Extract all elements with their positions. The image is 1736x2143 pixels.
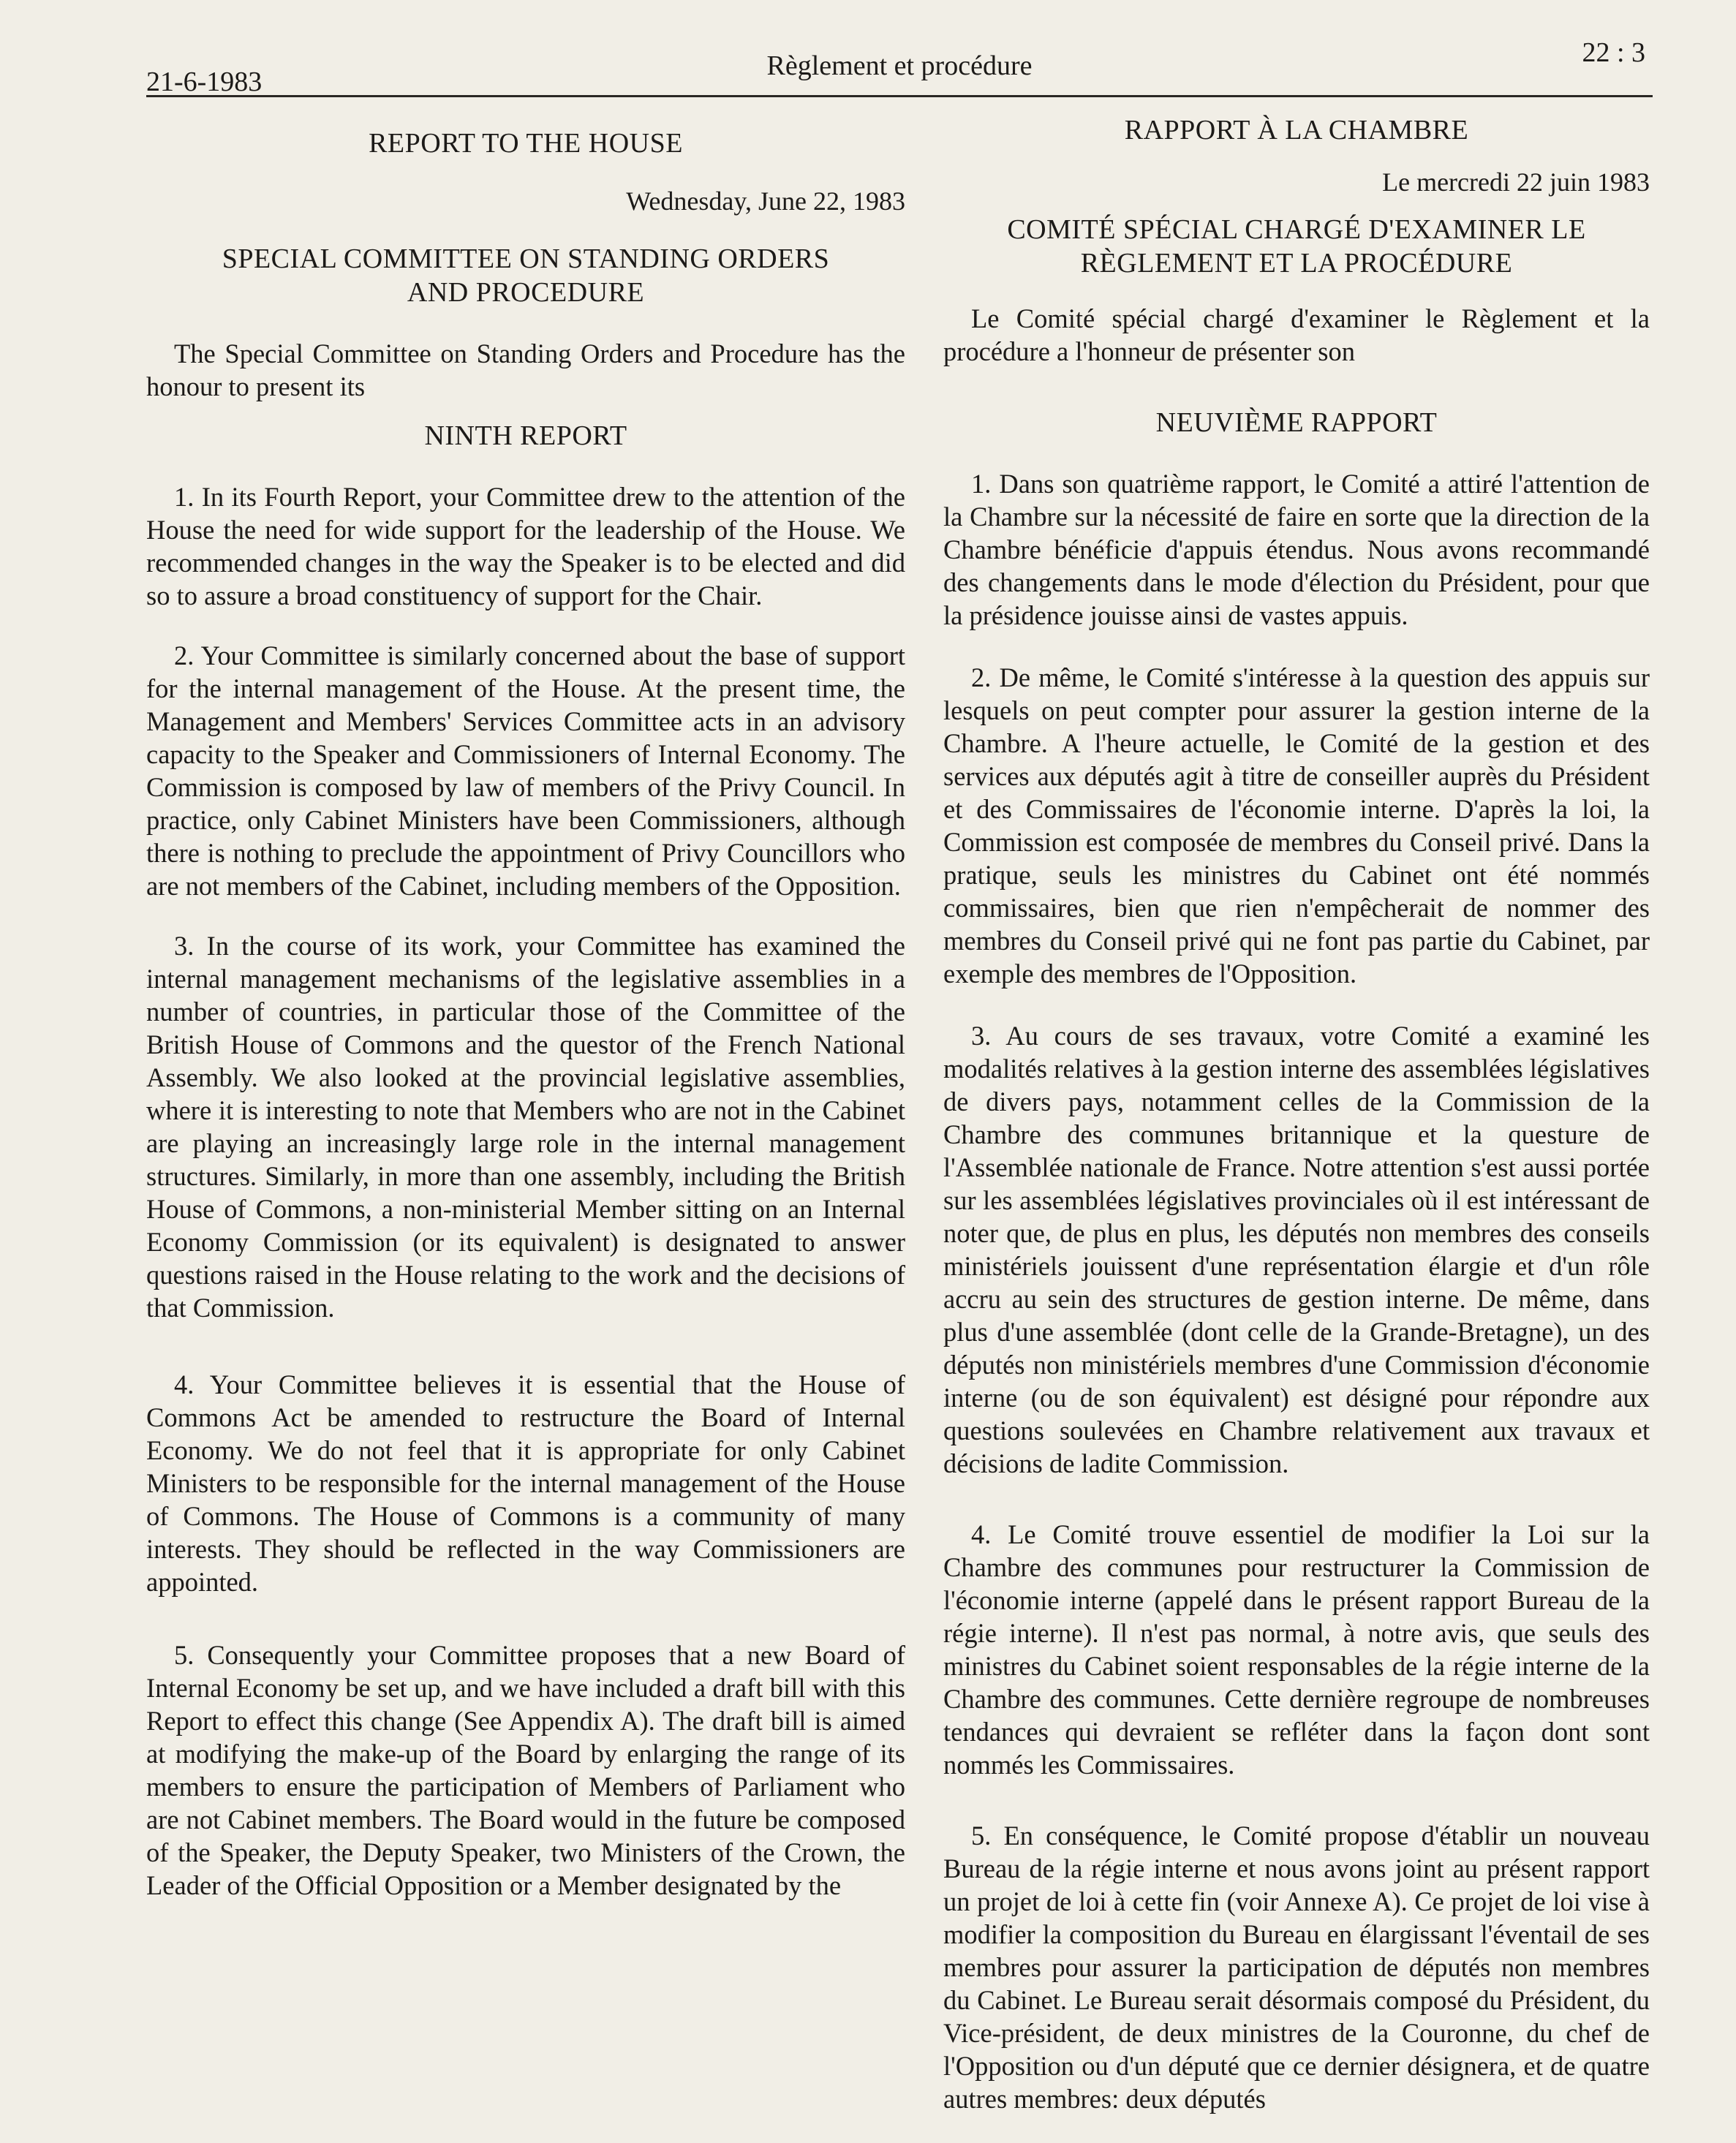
english-committee-line2: AND PROCEDURE xyxy=(407,277,645,308)
english-date: Wednesday, June 22, 1983 xyxy=(626,186,905,216)
french-paragraph-1: 1. Dans son quatrième rapport, le Comité a attiré l'attention de la Chambre sur la nécessité de faire en sorte que la direction de la Chambre bénéficie d'appuis étendus. Nous avons recommandé des changements dans le mode d'élection du Président, pour que la présidence jouisse ainsi de vastes appuis. xyxy=(943,469,1650,630)
header-date: 21-6-1983 xyxy=(146,67,263,97)
english-report-title: NINTH REPORT xyxy=(424,420,627,451)
french-paragraph-4: 4. Le Comité trouve essentiel de modifier la Loi sur la Chambre des communes pour restructurer la Commission de l'économie interne (appelé dans le présent rapport Bureau de la régie interne). Il n'est pas normal, à notre avis, que seuls des ministres du Cabinet soient responsables de la régie interne de la Chambre des communes. Cette dernière regroupe de nombreuses tendances qui devraient se refléter dans la façon dont sont nommés les Commissaires. xyxy=(943,1519,1650,1780)
english-paragraph-4: 4. Your Committee believes it is essential that the House of Commons Act be amended to restructure the Board of Internal Economy. We do not feel that it is appropriate for only Cabinet Ministers to be responsible for the internal management of the House of Commons. The House of Commons is a community of many interests. They should be reflected in the way Commissioners are appointed. xyxy=(146,1369,905,1597)
french-date: Le mercredi 22 juin 1983 xyxy=(1382,167,1650,197)
english-intro: The Special Committee on Standing Orders and Procedure has the honour to present its xyxy=(146,339,905,401)
french-paragraph-3: 3. Au cours de ses travaux, votre Comité a examiné les modalités relatives à la gestion interne des assemblées législatives de divers pays, notamment celles de la Commission de la Chambre des communes britannique et la questure de l'Assemblée nationale de France. Notre attention s'est aussi portée sur les assemblées législatives provinciales où il est intéressant de noter que, de plus en plus, les députés non membres des conseils ministériels jouissent d'une représentation élargie et d'un rôle accru au sein des structures de gestion interne. De même, dans plus d'une assemblée (dont celle de la Grande-Bretagne), un des députés non ministériels membres d'une Commission d'économie interne (ou de son équivalent) est désigné pour répondre aux questions soulevées en Chambre relativement aux travaux et décisions de ladite Commission. xyxy=(943,1021,1650,1478)
french-report-title: NEUVIÈME RAPPORT xyxy=(1155,407,1438,438)
english-committee-line1: SPECIAL COMMITTEE ON STANDING ORDERS xyxy=(222,243,830,274)
header-page-number: 22 : 3 xyxy=(1582,37,1645,68)
french-paragraph-5: 5. En conséquence, le Comité propose d'établir un nouveau Bureau de la régie interne et nous avons joint au présent rapport un projet de loi à cette fin (voir Annexe A). Ce projet de loi vise à modifier la composition du Bureau en élargissant l'éventail de ses membres pour assurer la participation de députés non membres du Cabinet. Le Bureau serait désormais composé du Président, du Vice-président, de deux ministres de la Couronne, du chef de l'Opposition ou d'un député que ce dernier désignera, et de quatre autres membres: deux députés xyxy=(943,1821,1650,2114)
french-committee-line2: RÈGLEMENT ET LA PROCÉDURE xyxy=(1080,248,1513,279)
english-column xyxy=(146,121,905,1902)
french-heading: RAPPORT À LA CHAMBRE xyxy=(1124,115,1469,145)
english-paragraph-5: 5. Consequently your Committee proposes that a new Board of Internal Economy be set up, and we have included a draft bill with this Report to effect this change (See Appendix A). The draft bill is aimed at modifying the make-up of the Board by enlarging the range of its members to ensure the participation of Members of Parliament who are not Cabinet members. The Board would in the future be composed of the Speaker, the Deputy Speaker, two Ministers of the Crown, the Leader of the Official Opposition or a Member designated by the xyxy=(146,1640,905,1900)
french-paragraph-2: 2. De même, le Comité s'intéresse à la question des appuis sur lesquels on peut compter pour assurer la gestion interne de la Chambre. A l'heure actuelle, le Comité de la gestion et des services aux députés agit à titre de conseiller auprès du Président et des Commissaires de l'économie interne. D'après la loi, la Commission est composée de membres du Conseil privé. Dans la pratique, seuls les ministres du Cabinet ont été nommés commissaires, bien que rien n'empêcherait de nommer des membres du Conseil privé qui ne font pas partie du Cabinet, par exemple des membres de l'Opposition. xyxy=(943,662,1650,989)
french-intro: Le Comité spécial chargé d'examiner le Règlement et la procédure a l'honneur de présenter son xyxy=(943,303,1650,366)
header-title: Règlement et procédure xyxy=(766,50,1033,81)
english-heading: REPORT TO THE HOUSE xyxy=(369,128,683,159)
french-committee-line1: COMITÉ SPÉCIAL CHARGÉ D'EXAMINER LE xyxy=(1007,214,1586,245)
english-paragraph-2: 2. Your Committee is similarly concerned about the base of support for the internal management of the House. At the present time, the Management and Members' Services Committee acts in an advisory capacity to the Speaker and Commissioners of Internal Economy. The Commission is composed by law of members of the Privy Council. In practice, only Cabinet Ministers have been Commissioners, although there is nothing to preclude the appointment of Privy Councillors who are not members of the Cabinet, including members of the Opposition. xyxy=(146,640,905,901)
english-paragraph-1: 1. In its Fourth Report, your Committee drew to the attention of the House the need for wide support for the leadership of the House. We recommended changes in the way the Speaker is to be elected and did so to assure a broad constituency of support for the Chair. xyxy=(146,482,905,611)
page-header xyxy=(146,37,1653,97)
english-paragraph-3: 3. In the course of its work, your Committee has examined the internal management mechanisms of the legislative assemblies in a number of countries, in particular those of the Committee of the British House of Commons and the questor of the French National Assembly. We also looked at the provincial legislative assemblies, where it is interesting to note that Members who are not in the Cabinet are playing an increasingly large role in the internal management structures. Similarly, in more than one assembly, including the British House of Commons, a non-ministerial Member sitting on an Internal Economy Commission (or its equivalent) is designated to answer questions raised in the House relating to the work and the decisions of that Commission. xyxy=(146,931,905,1323)
french-column xyxy=(943,115,1650,2115)
